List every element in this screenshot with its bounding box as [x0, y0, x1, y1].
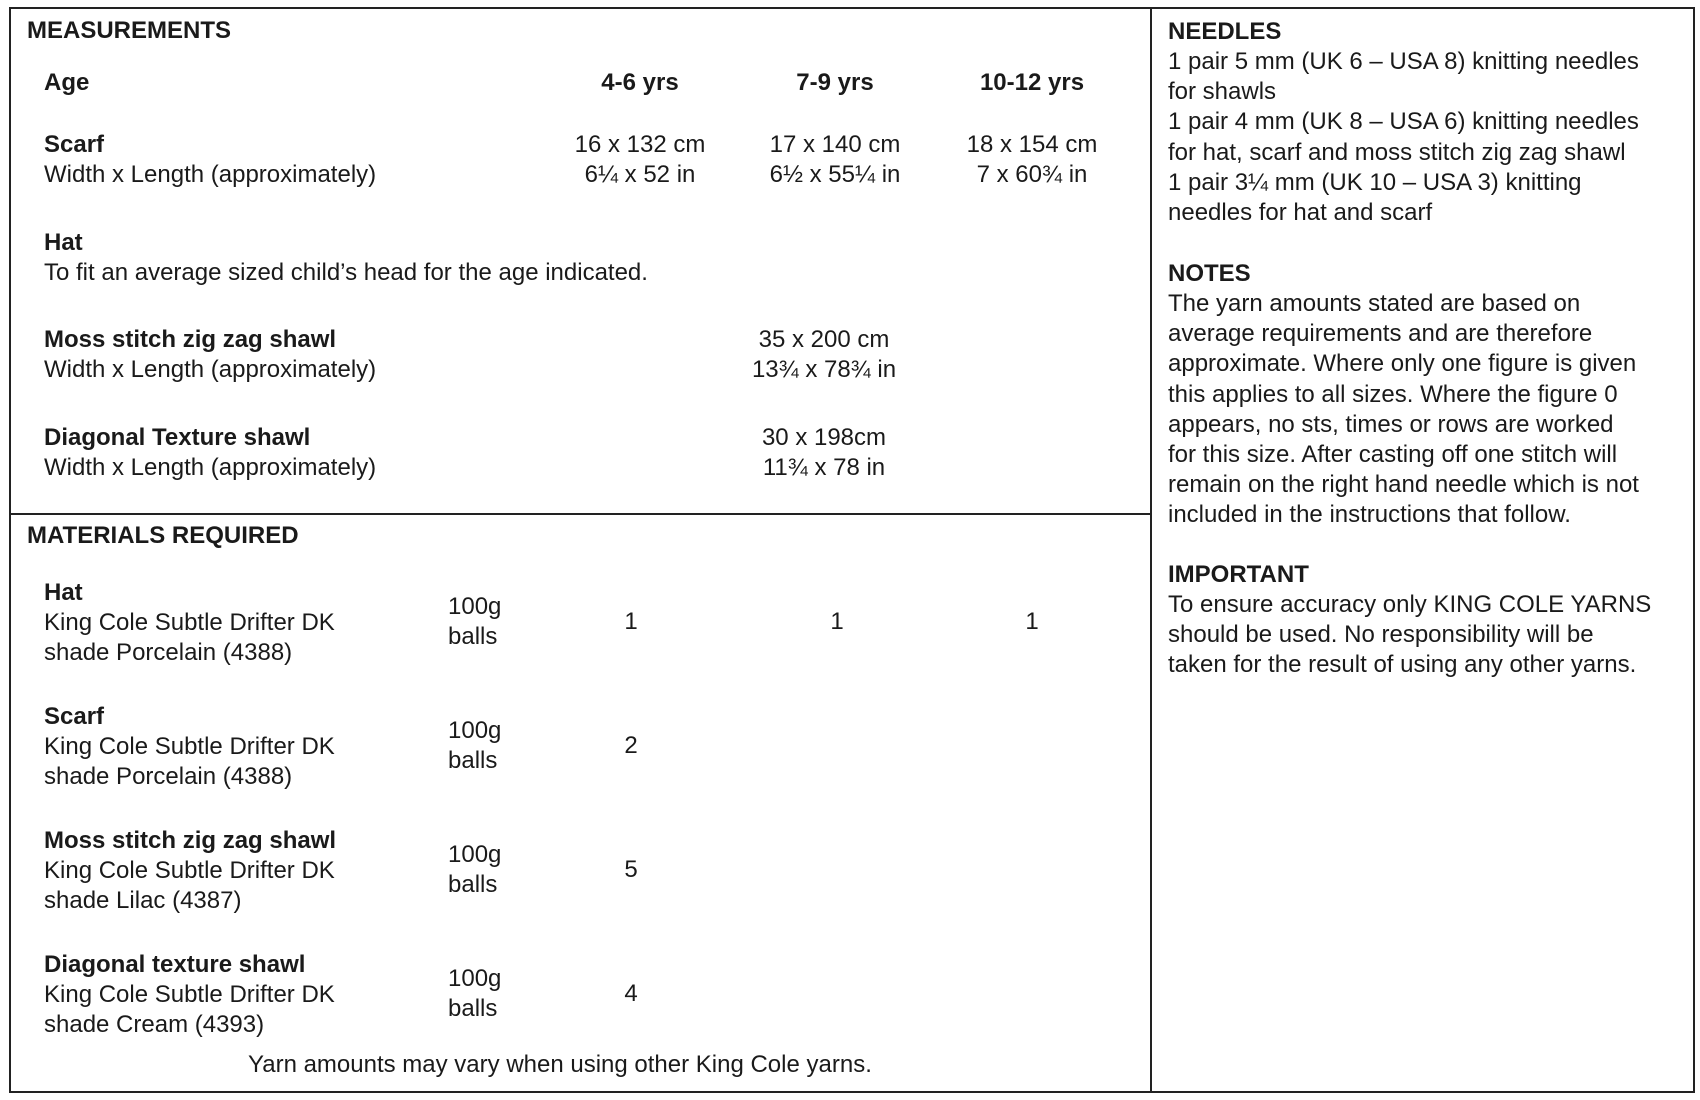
needles-heading: NEEDLES — [1168, 18, 1282, 45]
hat-material-shade: shade Porcelain (4388) — [44, 639, 293, 666]
needles-section — [1168, 17, 1688, 228]
needles-line: needles for hat and scarf — [1168, 199, 1433, 227]
size-heading-2: 7-9 yrs — [796, 69, 874, 96]
scarf-material-title: Scarf — [44, 703, 105, 730]
column-divider — [1150, 7, 1152, 1093]
hat-qty-2: 1 — [830, 608, 844, 635]
hat-material-title: Hat — [44, 579, 83, 606]
notes-section — [1168, 259, 1688, 531]
diagonal-shawl-measure-title: Diagonal Texture shawl — [44, 424, 311, 451]
hat-material-unit-balls: balls — [448, 623, 498, 650]
scarf-cm-3: 18 x 154 cm — [966, 131, 1098, 158]
hat-material-unit-weight: 100g — [448, 593, 502, 620]
scarf-material-yarn: King Cole Subtle Drifter DK — [44, 733, 335, 760]
scarf-material-unit-weight: 100g — [448, 717, 502, 744]
materials-heading: MATERIALS REQUIRED — [27, 522, 299, 549]
moss-shawl-material-title: Moss stitch zig zag shawl — [44, 827, 337, 854]
measurements-heading: MEASUREMENTS — [27, 17, 232, 44]
diagonal-shawl-cm: 30 x 198cm — [761, 424, 887, 451]
notes-text — [1168, 289, 1688, 531]
moss-shawl-measure-title: Moss stitch zig zag shawl — [44, 326, 337, 353]
scarf-measure-title: Scarf — [44, 131, 105, 158]
needles-line: 1 pair 4 mm (UK 8 – USA 6) knitting needles — [1168, 108, 1639, 136]
age-label: Age — [44, 69, 90, 96]
scarf-in-2: 6½ x 55¼ in — [769, 161, 901, 188]
hat-qty-1: 1 — [624, 608, 638, 635]
notes-line: The yarn amounts stated are based on — [1168, 290, 1581, 317]
notes-line: appears, no sts, times or rows are worked — [1168, 410, 1614, 438]
important-heading: IMPORTANT — [1168, 561, 1309, 588]
section-divider — [9, 513, 1152, 515]
important-section — [1168, 560, 1688, 681]
scarf-in-3: 7 x 60¾ in — [976, 161, 1088, 188]
moss-shawl-material-unit-balls: balls — [448, 871, 498, 898]
scarf-in-1: 6¼ x 52 in — [584, 161, 696, 188]
scarf-cm-1: 16 x 132 cm — [574, 131, 706, 158]
important-line: should be used. No responsibility will be — [1168, 621, 1594, 649]
diagonal-shawl-measure-desc: Width x Length (approximately) — [44, 454, 377, 481]
notes-line: average requirements and are therefore — [1168, 320, 1593, 348]
hat-material-yarn: King Cole Subtle Drifter DK — [44, 609, 335, 636]
hat-measure-title: Hat — [44, 229, 83, 256]
moss-shawl-cm: 35 x 200 cm — [758, 326, 890, 353]
notes-line: for this size. After casting off one stitch will — [1168, 441, 1618, 469]
moss-shawl-material-unit-weight: 100g — [448, 841, 502, 868]
moss-shawl-material-yarn: King Cole Subtle Drifter DK — [44, 857, 335, 884]
hat-qty-3: 1 — [1025, 608, 1039, 635]
materials-footnote: Yarn amounts may vary when using other King Cole yarns. — [248, 1051, 872, 1078]
diagonal-shawl-qty-1: 4 — [624, 980, 638, 1007]
needles-line: for hat, scarf and moss stitch zig zag shawl — [1168, 138, 1626, 166]
needles-line: 1 pair 5 mm (UK 6 – USA 8) knitting needles — [1168, 48, 1639, 75]
size-heading-1: 4-6 yrs — [601, 69, 679, 96]
needles-line: 1 pair 3¼ mm (UK 10 – USA 3) knitting — [1168, 168, 1582, 196]
diagonal-shawl-material-unit-weight: 100g — [448, 965, 502, 992]
notes-line: remain on the right hand needle which is not — [1168, 471, 1639, 499]
important-line: taken for the result of using any other yarns. — [1168, 651, 1637, 679]
important-text — [1168, 590, 1688, 681]
diagonal-shawl-material-yarn: King Cole Subtle Drifter DK — [44, 981, 335, 1008]
scarf-qty-1: 2 — [624, 732, 638, 759]
scarf-material-shade: shade Porcelain (4388) — [44, 763, 293, 790]
needles-text — [1168, 47, 1688, 228]
moss-shawl-qty-1: 5 — [624, 856, 638, 883]
notes-line: included in the instructions that follow. — [1168, 501, 1571, 529]
scarf-cm-2: 17 x 140 cm — [769, 131, 901, 158]
notes-line: approximate. Where only one figure is given — [1168, 350, 1637, 378]
notes-heading: NOTES — [1168, 260, 1251, 287]
scarf-measure-desc: Width x Length (approximately) — [44, 161, 377, 188]
notes-line: this applies to all sizes. Where the figure 0 — [1168, 380, 1618, 408]
hat-measure-desc: To fit an average sized child’s head for the age indicated. — [44, 259, 648, 286]
scarf-material-unit-balls: balls — [448, 747, 498, 774]
moss-shawl-in: 13¾ x 78¾ in — [751, 356, 897, 383]
diagonal-shawl-in: 11¾ x 78 in — [762, 454, 886, 481]
important-line: To ensure accuracy only KING COLE YARNS — [1168, 591, 1652, 618]
diagonal-shawl-material-unit-balls: balls — [448, 995, 498, 1022]
moss-shawl-measure-desc: Width x Length (approximately) — [44, 356, 377, 383]
diagonal-shawl-material-shade: shade Cream (4393) — [44, 1011, 265, 1038]
needles-line: for shawls — [1168, 78, 1277, 106]
moss-shawl-material-shade: shade Lilac (4387) — [44, 887, 242, 914]
diagonal-shawl-material-title: Diagonal texture shawl — [44, 951, 306, 978]
size-heading-3: 10-12 yrs — [979, 69, 1085, 96]
